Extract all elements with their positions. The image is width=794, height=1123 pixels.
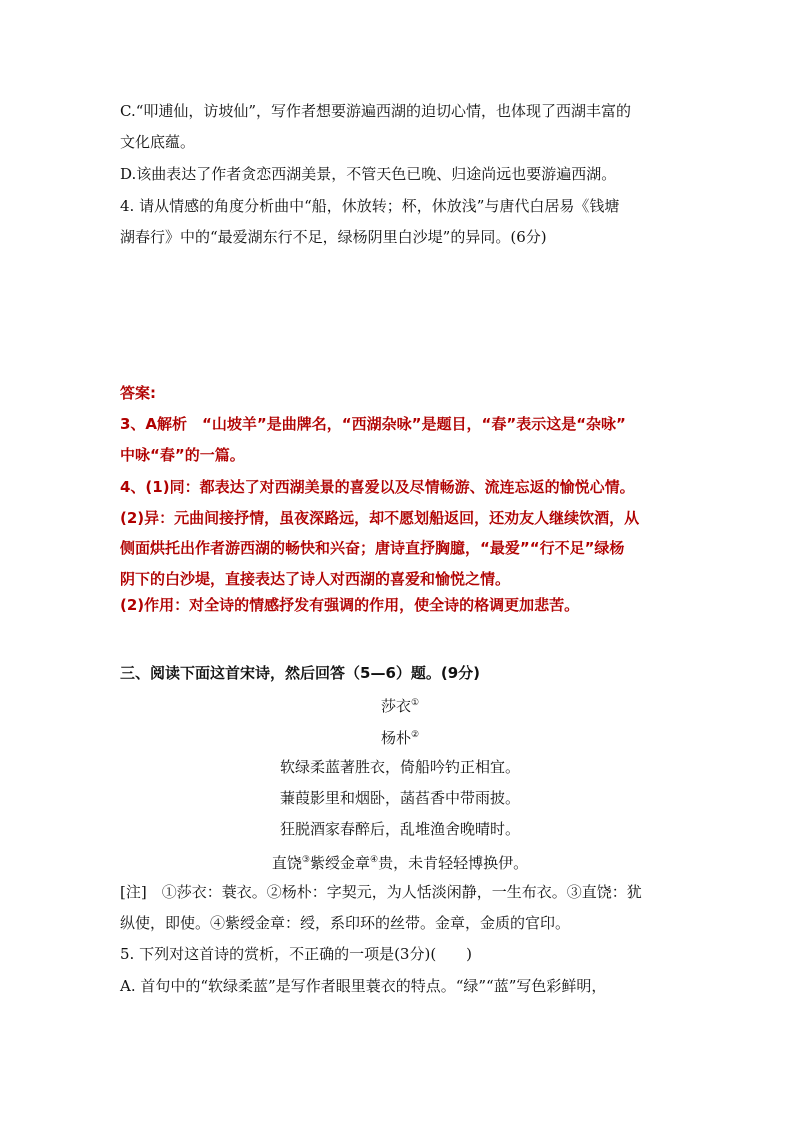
question-5: 5. 下列对这首诗的赏析，不正确的一项是(3分)( ) [120, 945, 473, 963]
question-5-option-a: A. 首句中的“软绿柔蓝”是写作者眼里蓑衣的特点。“绿”“蓝”写色彩鲜明， [120, 977, 607, 995]
answer-4-line1: 4、(1)同：都表达了对西湖美景的喜爱以及尽情畅游、流连忘返的愉悦心情。 [120, 478, 635, 496]
question-4-line1: 4. 请从情感的角度分析曲中“船，休放转；杯，休放浅”与唐代白居易《钱塘 [120, 197, 620, 215]
poem-verse-2: 蒹葭影里和烟卧，菡萏香中带雨披。 [279, 789, 520, 807]
poem-verse-3: 狂脱酒家春醉后，乱堆渔舍晚晴时。 [279, 820, 520, 838]
question-4-line2: 湖春行》中的“最爱湖东行不足，绿杨阴里白沙堤”的异同。(6分) [120, 228, 547, 246]
answer-4-line2: (2)异：元曲间接抒情，虽夜深路远，却不愿划船返回，还劝友人继续饮酒，从 [120, 509, 640, 527]
answer-heading: 答案: [120, 384, 156, 402]
answer-4-line4: 阴下的白沙堤，直接表达了诗人对西湖的喜爱和愉悦之情。 [120, 570, 511, 588]
option-c-line1: C.“叩逋仙，访坡仙”，写作者想要游遍西湖的迫切心情，也体现了西湖丰富的 [120, 102, 632, 120]
notes-line2: 纵使，即使。④紫绶金章：绶，系印环的丝带。金章，金质的官印。 [120, 914, 571, 932]
answer-3-line2: 中咏“春”的一篇。 [120, 446, 245, 464]
poem-title: 莎衣① [380, 697, 420, 715]
option-d: D.该曲表达了作者贪恋西湖美景，不管天色已晚、归途尚远也要游遍西湖。 [120, 165, 617, 183]
option-c-line2: 文化底蕴。 [120, 133, 196, 151]
answer-4-line3: 侧面烘托出作者游西湖的畅快和兴奋；唐诗直抒胸臆，“最爱”“行不足”绿杨 [120, 539, 625, 557]
poem-verse-4: 直饶③紫绶金章④贵，未肯轻轻博换伊。 [271, 854, 529, 872]
poem-author-note: ② [410, 730, 420, 740]
poem-title-note: ① [410, 698, 420, 708]
notes-line1: [注] ①莎衣：蓑衣。②杨朴：字契元，为人恬淡闲静，一生布衣。③直饶：犹 [120, 883, 642, 901]
poem-author: 杨朴② [380, 729, 420, 747]
answer-3-line1: 3、A解析 “山坡羊”是曲牌名，“西湖杂咏”是题目，“春”表示这是“杂咏” [120, 415, 626, 433]
section-3-heading: 三、阅读下面这首宋诗，然后回答（5—6）题。(9分) [120, 664, 481, 682]
answer-4-line5: (2)作用：对全诗的情感抒发有强调的作用，使全诗的格调更加悲苦。 [120, 596, 580, 614]
poem-verse-1: 软绿柔蓝著胜衣，倚船吟钓正相宜。 [279, 758, 520, 776]
